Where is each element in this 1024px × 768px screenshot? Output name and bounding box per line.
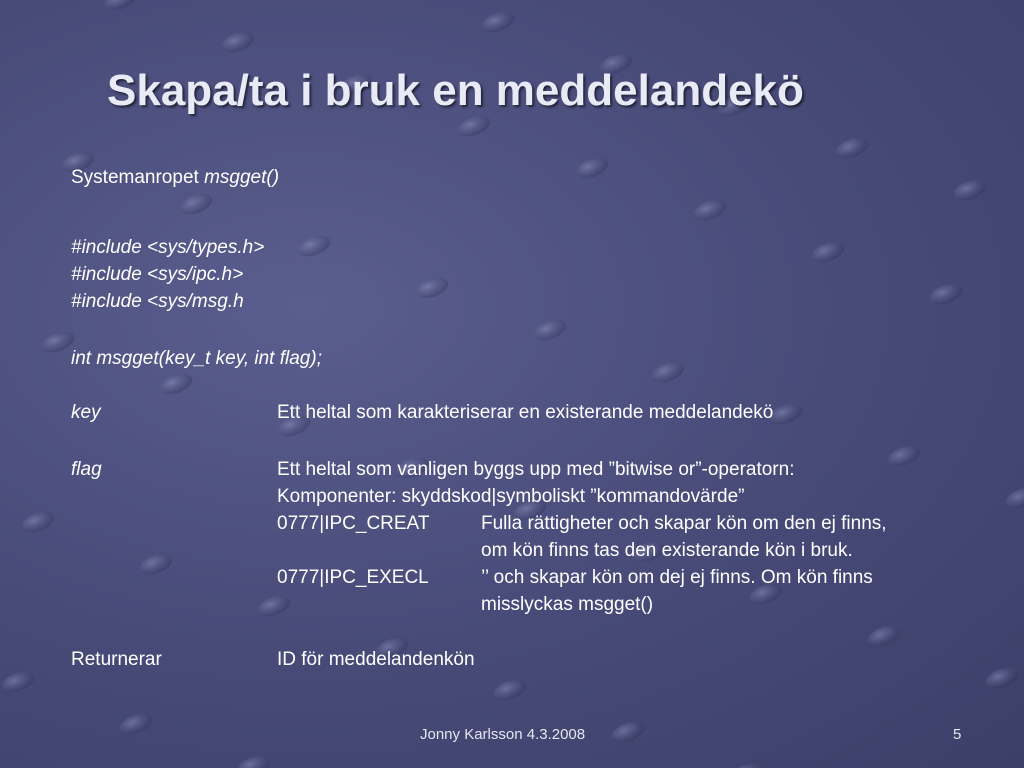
param-flag-components: Komponenter: skyddskod|symboliskt ”kommandovärde” [277,486,745,507]
background-dot [117,710,155,739]
background-dot [885,442,923,471]
slide-title: Skapa/ta i bruk en meddelandekö [107,66,804,115]
function-prototype: int msgget(key_t key, int flag); [71,348,322,369]
background-dot [413,274,451,303]
background-dot [479,8,517,37]
returns-label: Returnerar [71,649,162,670]
flag-execl-line-2: misslyckas msgget() [481,594,654,615]
background-dot [455,112,493,141]
background-dot [137,550,175,579]
footer-author-date: Jonny Karlsson 4.3.2008 [420,726,586,743]
param-key-description: Ett heltal som karakteriserar en existerande meddelandekö [277,402,774,423]
background-dot [983,664,1021,693]
background-dot [255,592,293,621]
flag-code-creat: 0777|IPC_CREAT [277,513,430,534]
background-dot [865,622,903,651]
background-dot [609,718,647,747]
param-key-name: key [71,402,101,423]
intro-text: Systemanropet [71,167,199,188]
background-dot [491,676,529,705]
background-dot [219,28,257,57]
background-dot [927,280,965,309]
include-line-1: #include <sys/types.h> [71,237,265,258]
background-dot [649,358,687,387]
background-dot [295,232,333,261]
flag-code-execl: 0777|IPC_EXECL [277,567,429,588]
background-dot [101,0,139,14]
background-dot [809,238,847,267]
background-dot [833,134,871,163]
flag-creat-line-2: om kön finns tas den existerande kön i bruk. [481,540,853,561]
background-dot [573,154,611,183]
background-dot [727,760,765,768]
footer-page-number: 5 [953,726,962,743]
background-dot [691,196,729,225]
background-dot [0,668,37,697]
background-dot [1003,484,1024,513]
flag-creat-line-1: Fulla rättigheter och skapar kön om den ej finns, [481,513,887,534]
include-line-2: #include <sys/ipc.h> [71,264,244,285]
intro-function: msgget() [204,167,280,188]
background-dot [235,752,273,768]
include-line-3: #include <sys/msg.h [71,291,244,312]
background-dot [177,190,215,219]
flag-execl-line-1: ’’ och skapar kön om dej ej finns. Om kön finns [481,567,873,588]
param-flag-name: flag [71,459,102,480]
background-dot [531,316,569,345]
param-flag-description: Ett heltal som vanligen byggs upp med ”bitwise or”-operatorn: [277,459,795,480]
background-dot [19,508,57,537]
intro-line [71,164,279,191]
background-dot [951,176,989,205]
returns-text: ID för meddelandenkön [277,649,475,670]
background-dot [157,370,195,399]
